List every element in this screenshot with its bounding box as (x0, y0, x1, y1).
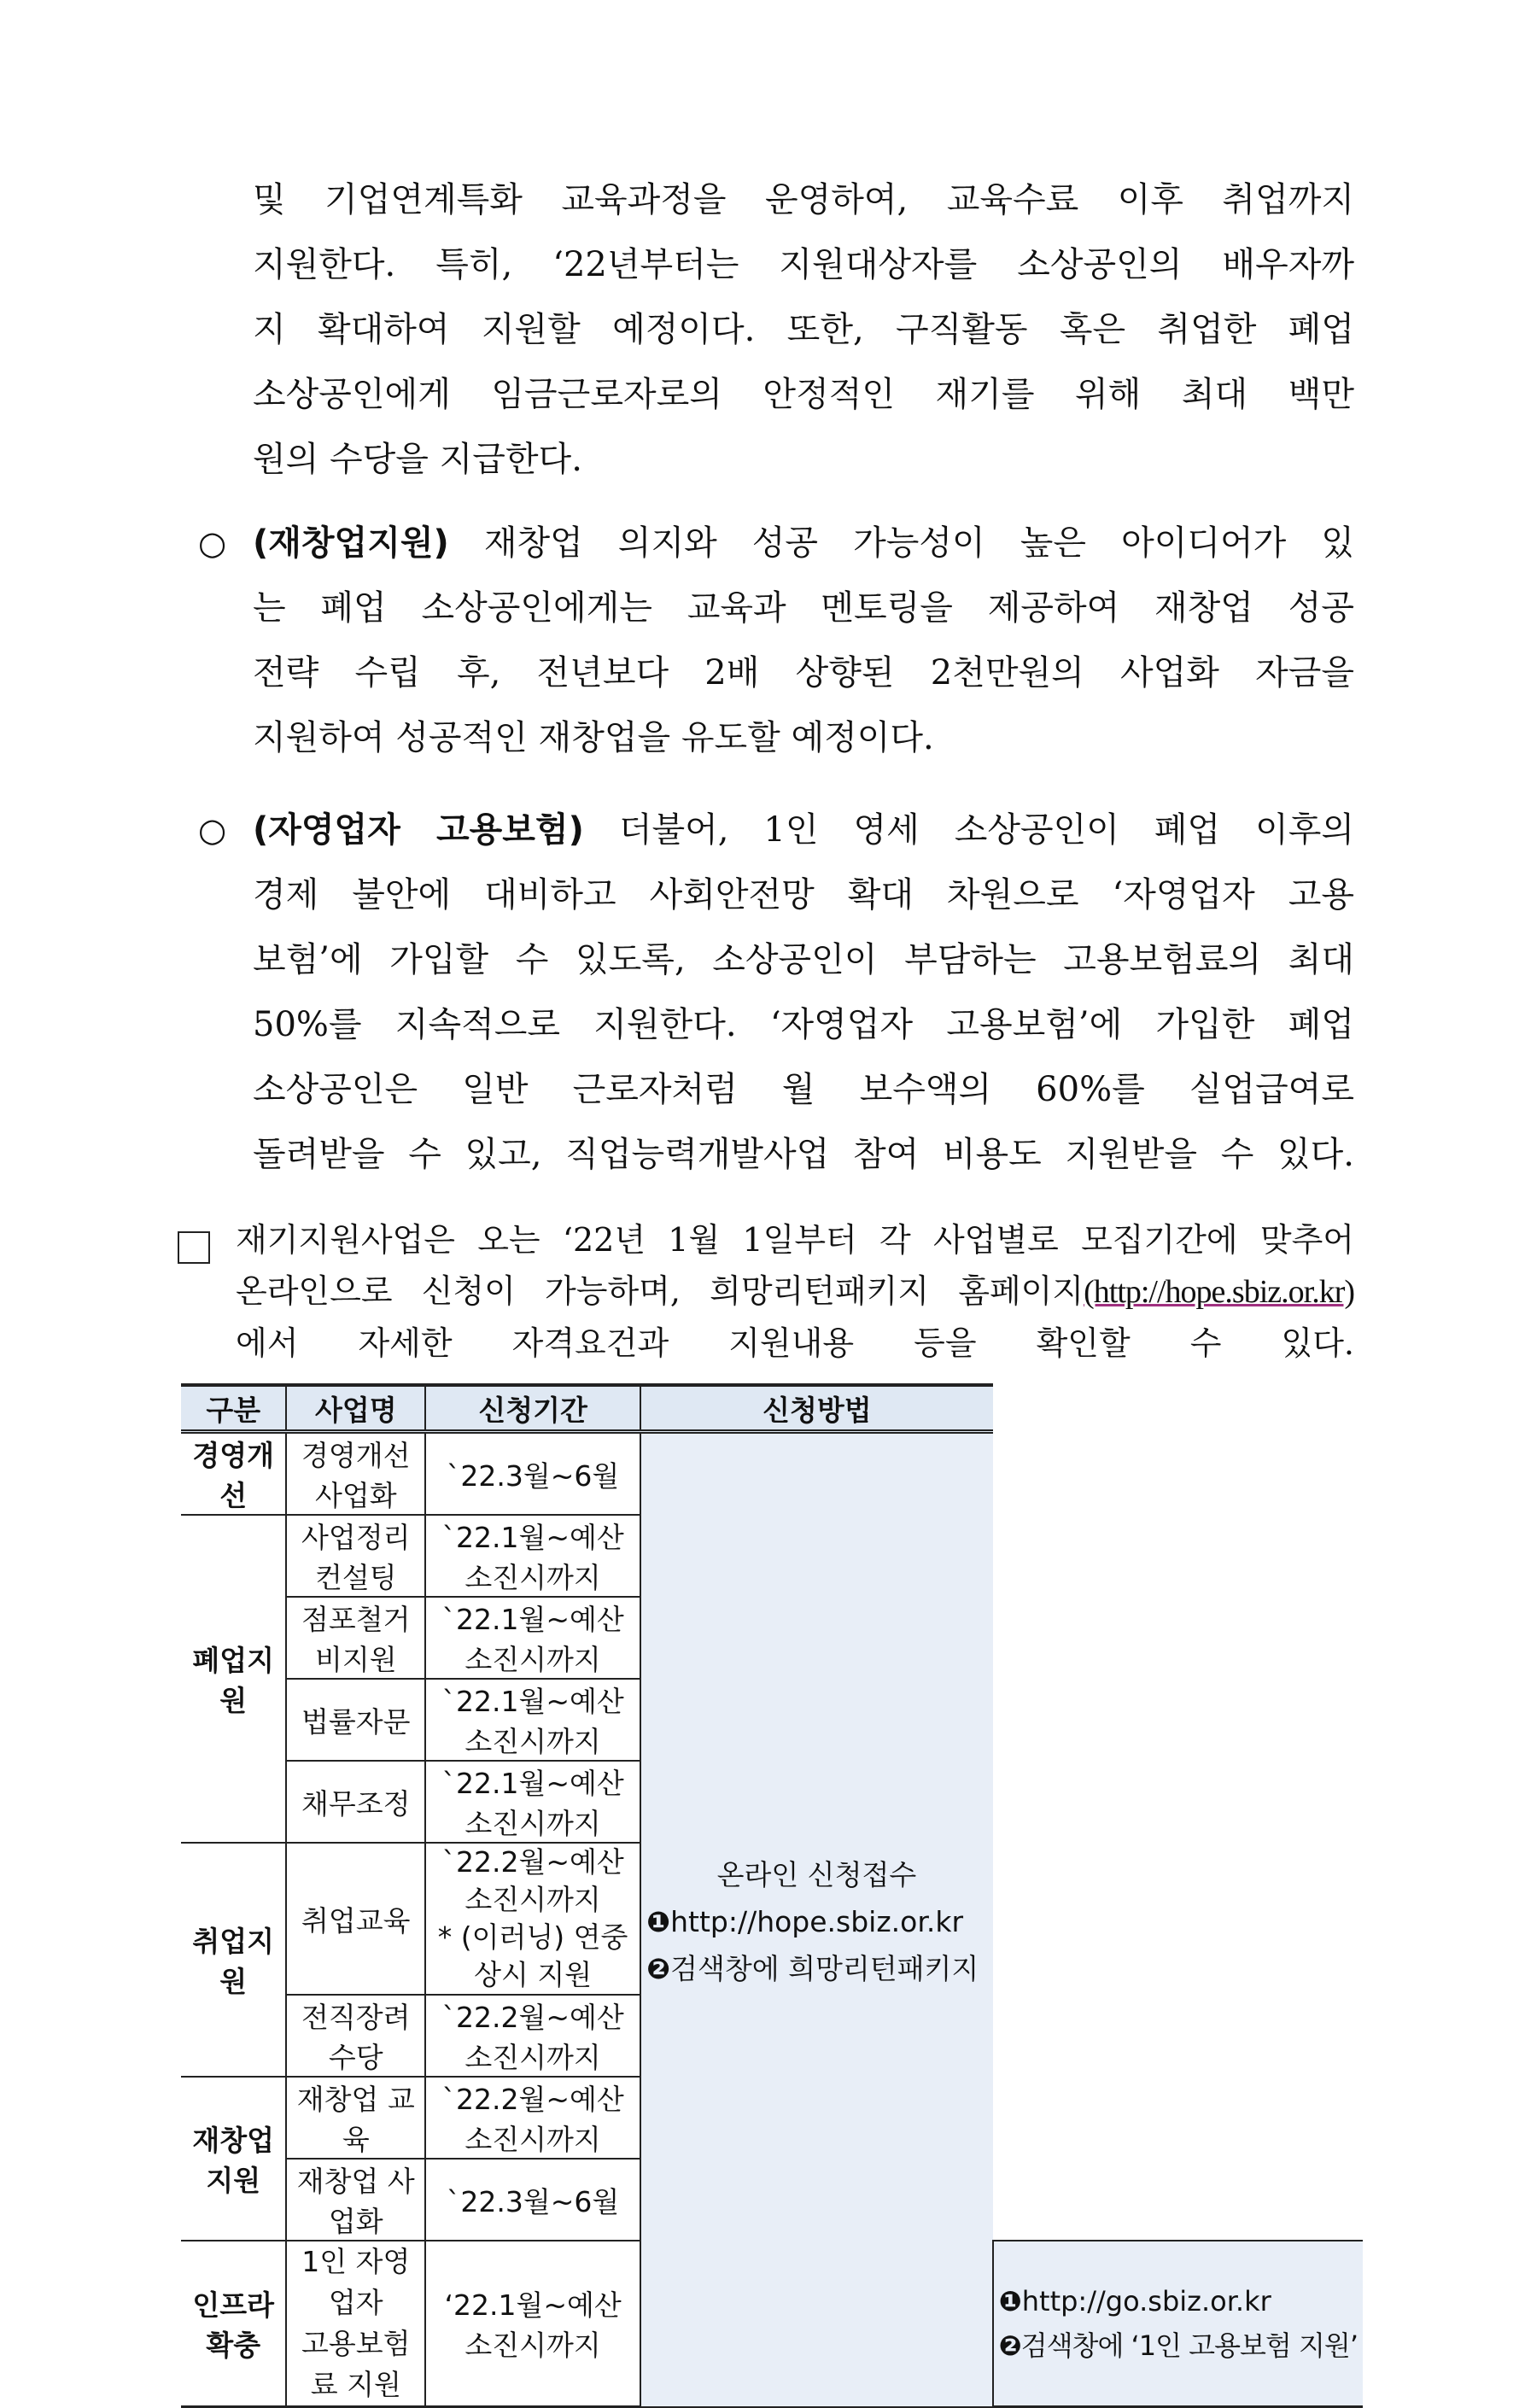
period-cell: `22.1월~예산 소진시까지 (425, 1679, 640, 1761)
intro-paragraph (253, 167, 1354, 492)
program-name-cell: 사업정리컨설팅 (286, 1515, 425, 1597)
category-cell: 재창업지원 (181, 2077, 286, 2241)
apply-item: ❷검색창에 희망리턴패키지 (646, 1951, 979, 1985)
text-line: 재기지원사업은 오는 ‘22년 1월 1일부터 각 사업별로 모집기간에 맞추어 (236, 1221, 1354, 1259)
program-name-cell: 점포철거비지원 (286, 1597, 425, 1679)
period-cell: `22.2월~예산소진시까지 (425, 2077, 640, 2159)
column-header: 신청기간 (425, 1385, 640, 1432)
text-line: 지 확대하여 지원할 예정이다. 또한, 구직활동 혹은 취업한 폐업 (253, 310, 1354, 349)
apply-method-online (640, 1432, 993, 2407)
period-cell: `22.1월~예산 소진시까지 (425, 1515, 640, 1597)
program-name-cell: 1인 자영업자 고용보험료 지원 (286, 2241, 425, 2407)
period-cell: `22.3월~6월 (425, 1432, 640, 1516)
text-line: 경제 불안에 대비하고 사회안전망 확대 차원으로 ‘자영업자 고용 (253, 875, 1354, 915)
bullet-circle: ○ (198, 524, 227, 562)
text-line: (자영업자 고용보험) 더불어, 1인 영세 소상공인이 폐업 이후의 (253, 810, 1355, 850)
square-bullet (178, 1231, 210, 1264)
column-header: 사업명 (286, 1385, 425, 1432)
program-name-cell: 전직장려수당 (286, 1995, 425, 2077)
category-cell: 폐업지원 (181, 1515, 286, 1843)
text-line: 50%를 지속적으로 지원한다. ‘자영업자 고용보험’에 가입한 폐업 (253, 1005, 1354, 1044)
text-line: 원의 수당을 지급한다. (253, 440, 582, 479)
period-cell: `22.1월~예산 소진시까지 (425, 1761, 640, 1843)
period-cell: `22.2월~예산 소진시까지 (425, 1995, 640, 2077)
bullet-circle: ○ (198, 811, 227, 849)
program-name-cell: 경영개선 사업화 (286, 1432, 425, 1516)
apply-item: ❶http://go.sbiz.or.kr (998, 2285, 1271, 2317)
text-line: 돌려받을 수 있고, 직업능력개발사업 참여 비용도 지원받을 수 있다. (253, 1135, 1354, 1174)
program-name-cell: 재창업 사업화 (286, 2159, 425, 2241)
category-cell: 경영개선 (181, 1432, 286, 1516)
apply-item: ❶http://hope.sbiz.or.kr (646, 1904, 964, 1938)
table-header-row (181, 1385, 1363, 1432)
text-line: 온라인으로 신청이 가능하며, 희망리턴패키지 홈페이지(http://hope.sbiz.or.kr) (236, 1272, 1354, 1310)
period-cell: `22.1월~예산 소진시까지 (425, 1597, 640, 1679)
period-cell: ‘22.1월~예산 소진시까지 (425, 2241, 640, 2407)
text-line: 는 폐업 소상공인에게는 교육과 멘토링을 제공하여 재창업 성공 (253, 588, 1354, 628)
category-cell: 취업지원 (181, 1843, 286, 2077)
text-line: 및 기업연계특화 교육과정을 운영하여, 교육수료 이후 취업까지 (253, 180, 1354, 219)
column-header: 구분 (181, 1385, 286, 1432)
section-employment-insurance (253, 798, 1354, 1187)
program-name-cell: 재창업 교육 (286, 2077, 425, 2159)
notice-paragraph (236, 1214, 1354, 1369)
period-note: * (이러닝) 연중 상시 지원 (437, 1920, 628, 1991)
apply-method-infra (993, 2241, 1363, 2407)
text-line: 지원한다. 특히, ‘22년부터는 지원대상자를 소상공인의 배우자까 (253, 245, 1354, 284)
text-line: (재창업지원) 재창업 의지와 성공 가능성이 높은 아이디어가 있 (253, 523, 1354, 563)
program-name-cell: 채무조정 (286, 1761, 425, 1843)
program-name-cell: 취업교육 (286, 1843, 425, 1995)
period-cell: `22.3월~6월 (425, 2159, 640, 2241)
go-url-link[interactable]: http://go.sbiz.or.kr (1021, 2285, 1271, 2317)
apply-item: ❷검색창에 ‘1인 고용보험 지원’ (998, 2329, 1358, 2362)
homepage-link[interactable]: (http://hope.sbiz.or.kr) (1084, 1274, 1354, 1310)
apply-title: 온라인 신청접수 (716, 1857, 917, 1891)
text-line: 지원하여 성공적인 재창업을 유도할 예정이다. (253, 718, 934, 757)
column-header: 신청방법 (640, 1385, 993, 1432)
support-program-table (181, 1383, 1363, 2408)
section-restart (253, 511, 1354, 770)
section-heading: (재창업지원) (253, 523, 449, 563)
text-line: 소상공인은 일반 근로자처럼 월 보수액의 60%를 실업급여로 (253, 1070, 1354, 1109)
program-name-cell: 법률자문 (286, 1679, 425, 1761)
table-row (181, 1432, 1363, 1516)
hope-url-link[interactable]: http://hope.sbiz.or.kr (670, 1904, 964, 1938)
text-line: 전략 수립 후, 전년보다 2배 상향된 2천만원의 사업화 자금을 (253, 653, 1354, 693)
period-cell: `22.2월~예산 소진시까지 * (이러닝) 연중 상시 지원 (425, 1843, 640, 1995)
category-cell: 인프라 확충 (181, 2241, 286, 2407)
text-line: 소상공인에게 임금근로자로의 안정적인 재기를 위해 최대 백만 (253, 375, 1354, 414)
text-line: 보험’에 가입할 수 있도록, 소상공인이 부담하는 고용보험료의 최대 (253, 940, 1354, 979)
section-heading: (자영업자 고용보험) (253, 810, 584, 850)
text-line: 에서 자세한 자격요건과 지원내용 등을 확인할 수 있다. (236, 1324, 1354, 1362)
